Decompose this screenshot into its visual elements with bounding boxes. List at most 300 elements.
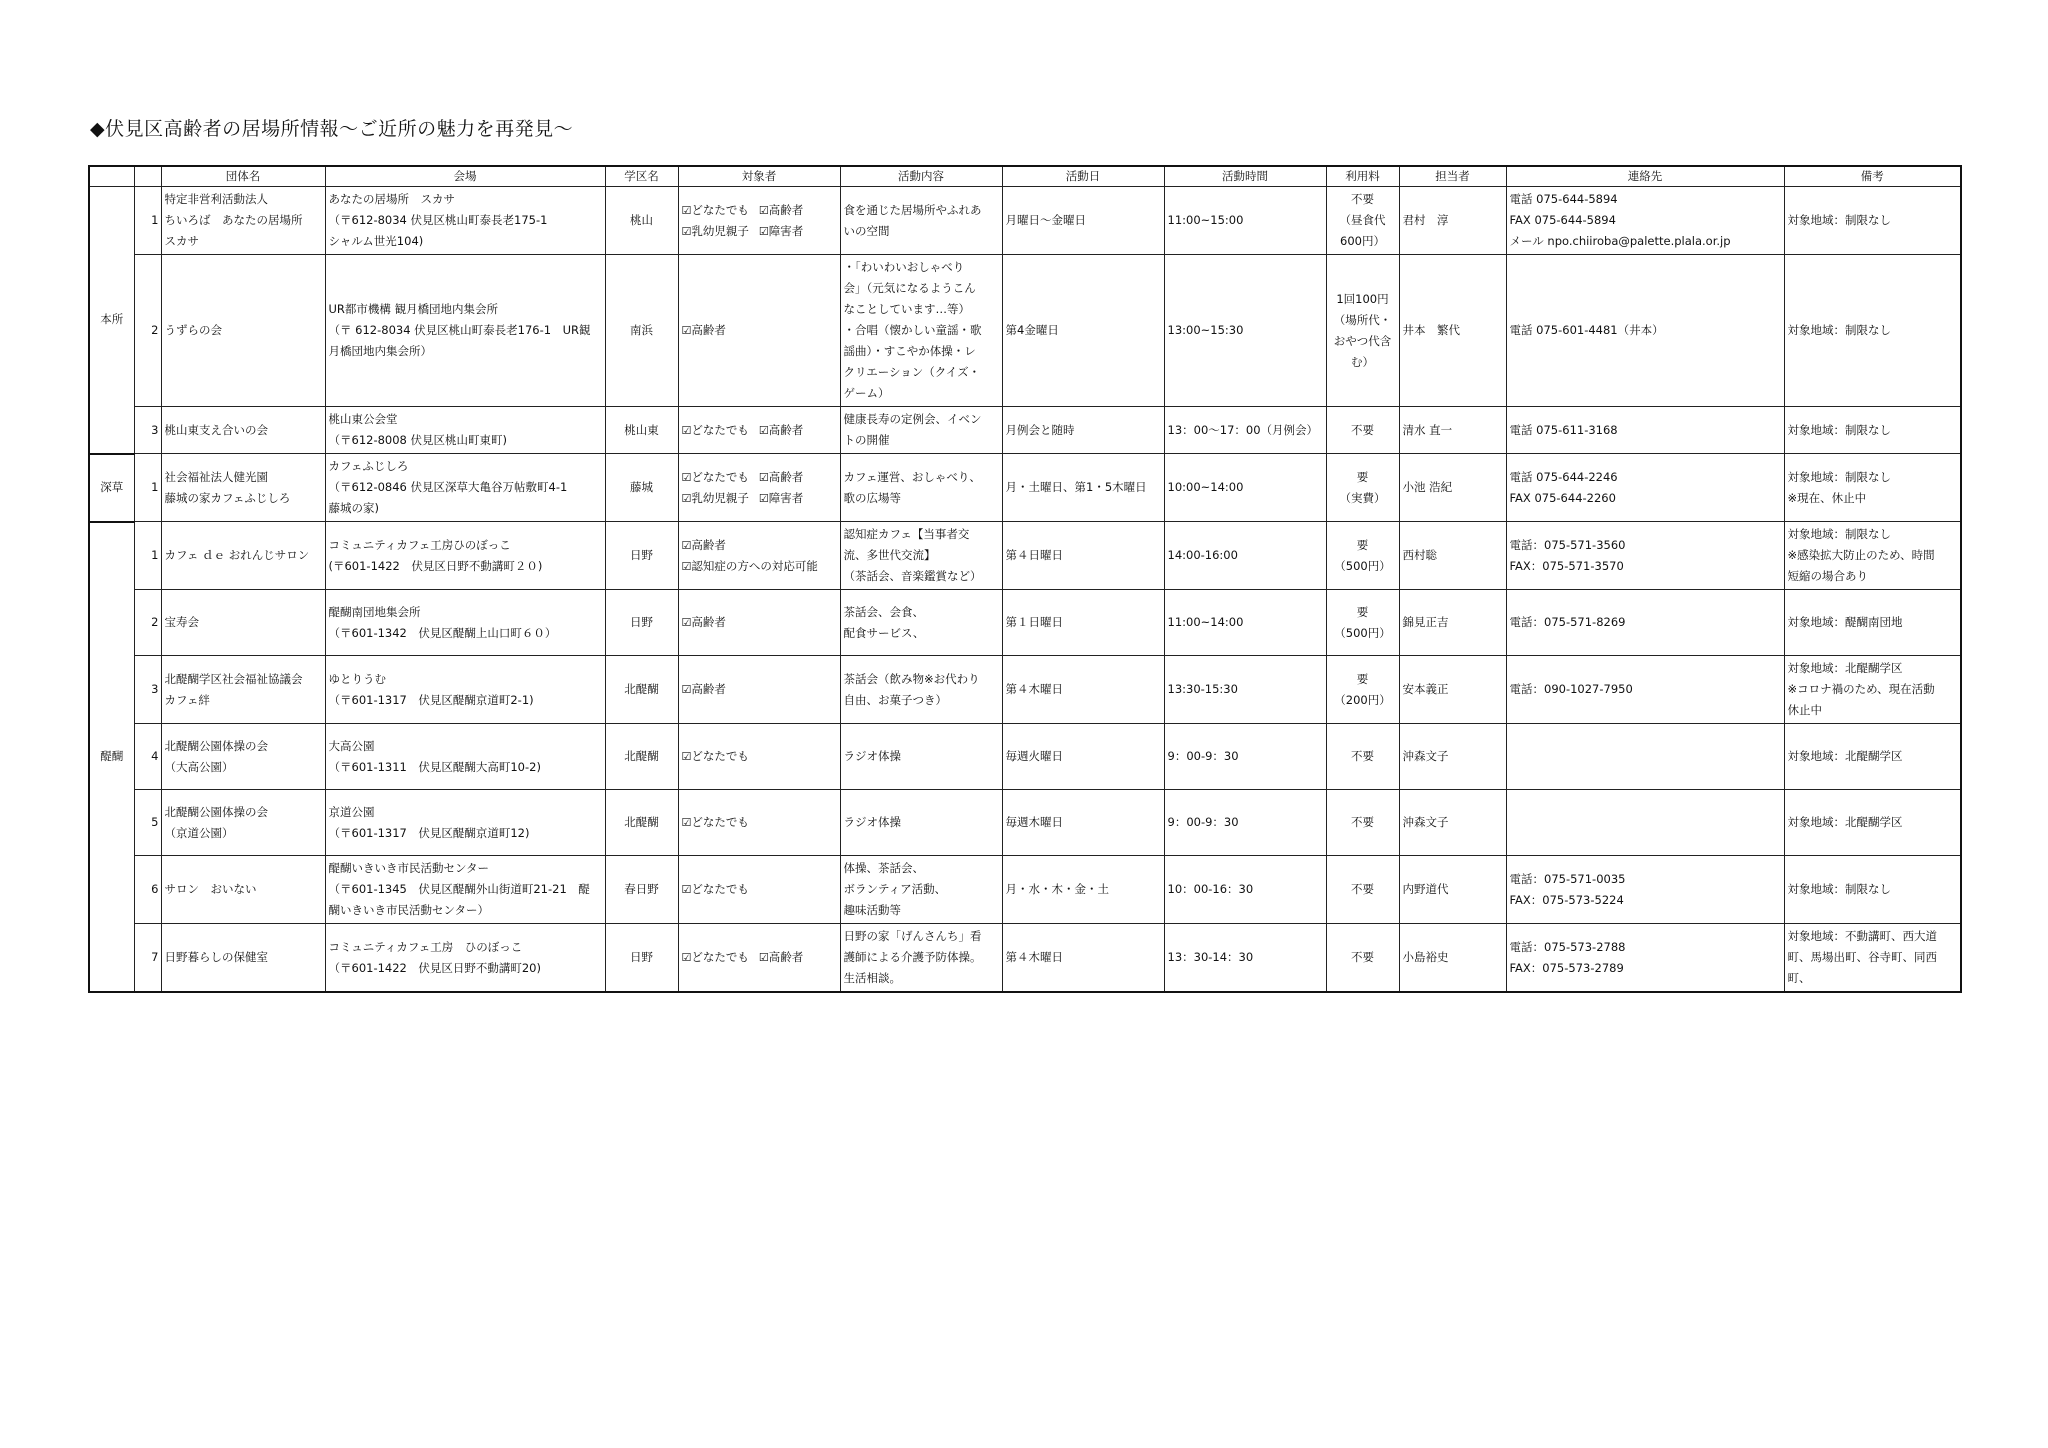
content-text-line: 日野の家「げんさんち」看: [843, 929, 982, 943]
notes-text-line: 対象地域：不動講町、西大道: [1787, 929, 1937, 943]
group-name-line: カフェ絆: [164, 692, 210, 707]
group-name-line: 宝寿会: [164, 615, 199, 629]
fee-cell: [1326, 790, 1399, 856]
content-text-line: 体操、茶話会、: [843, 861, 924, 875]
fee-cell: [1326, 407, 1399, 454]
table-body: [89, 187, 1961, 993]
district-cell: 日野: [605, 590, 678, 656]
contact-cell: [1506, 454, 1784, 522]
contact-text-line: FAX：075-573-2789: [1509, 960, 1624, 975]
content-text-line: 茶話会、会食、: [843, 604, 924, 619]
notes-cell: [1784, 856, 1961, 924]
group-name-cell: [161, 724, 325, 790]
fee-text-line: （500円）: [1334, 625, 1391, 640]
target-checkbox: ☑ 高齢者: [759, 467, 803, 488]
venue-cell: [325, 856, 605, 924]
target-checkbox: ☑ どなたでも: [682, 467, 749, 488]
header-day: 活動日: [1002, 166, 1164, 187]
content-cell: [840, 407, 1002, 454]
notes-cell: [1784, 187, 1961, 255]
group-name-cell: [161, 924, 325, 993]
target-checkbox: ☑ 高齢者: [682, 320, 726, 341]
row-number: 7: [134, 924, 161, 993]
fee-cell: [1326, 656, 1399, 724]
header-person: 担当者: [1399, 166, 1506, 187]
content-text-line: 食を通じた居場所やふれあ: [843, 202, 982, 217]
venue-text-line: 醐いきいき市民活動センター）: [328, 903, 490, 917]
district-cell: 藤城: [605, 454, 678, 522]
venue-cell: [325, 590, 605, 656]
venue-cell: [325, 522, 605, 590]
district-cell: 日野: [605, 924, 678, 993]
target-checkbox: ☑ どなたでも: [682, 200, 749, 221]
target-cell: [678, 255, 840, 407]
content-text-line: 茶話会（飲み物※お代わり: [843, 671, 980, 686]
group-name-line: （大高公園）: [164, 759, 234, 774]
content-text-line: ・「わいわいおしゃべり: [843, 260, 965, 274]
table-row: [89, 790, 1961, 856]
header-target: 対象者: [678, 166, 840, 187]
fee-text-line: 要: [1356, 469, 1369, 484]
notes-cell: [1784, 255, 1961, 407]
content-text-line: なことしています…等）: [843, 302, 970, 316]
row-number: 6: [134, 856, 161, 924]
venue-text-line: 月橋団地内集会所）: [328, 344, 432, 358]
target-cell: [678, 856, 840, 924]
venue-text-line: （〒 612-8034 伏見区桃山町泰長老176-1 UR観: [328, 323, 591, 337]
person-cell: 錦見正吉: [1399, 590, 1506, 656]
person-cell: 安本義正: [1399, 656, 1506, 724]
content-text-line: クリエーション（クイズ・: [843, 365, 981, 379]
notes-text-line: 対象地域：制限なし: [1787, 882, 1891, 896]
contact-cell: [1506, 590, 1784, 656]
group-name-line: サロン おいない: [164, 882, 257, 896]
contact-text-line: 電話：090-1027-7950: [1509, 682, 1633, 696]
notes-text-line: ※感染拡大防止のため、時間: [1787, 548, 1935, 562]
person-cell: 清水 直一: [1399, 407, 1506, 454]
header-group: 団体名: [161, 166, 325, 187]
row-number: 1: [134, 187, 161, 255]
content-text-line: ラジオ体操: [843, 749, 901, 763]
fee-cell: [1326, 924, 1399, 993]
target-cell: [678, 187, 840, 255]
target-checkbox: ☑ 高齢者: [759, 200, 803, 221]
notes-text-line: 対象地域：制限なし: [1787, 527, 1891, 541]
time-cell: 13:30-15:30: [1164, 656, 1326, 724]
notes-cell: [1784, 724, 1961, 790]
district-cell: 北醍醐: [605, 790, 678, 856]
target-checkbox: ☑ 高齢者: [682, 679, 726, 700]
venue-cell: [325, 407, 605, 454]
day-cell: 月・水・木・金・土: [1002, 856, 1164, 924]
day-cell: 第4金曜日: [1002, 255, 1164, 407]
time-cell: 13:00~15:30: [1164, 255, 1326, 407]
target-checkbox: ☑ どなたでも: [682, 420, 749, 441]
target-checkbox: ☑ どなたでも: [682, 879, 749, 900]
notes-text-line: 短縮の場合あり: [1787, 569, 1868, 583]
notes-text-line: 町、: [1787, 971, 1811, 985]
venue-cell: [325, 724, 605, 790]
table-row: [89, 856, 1961, 924]
content-text-line: （茶話会、音楽鑑賞など）: [843, 569, 982, 583]
row-number: 3: [134, 656, 161, 724]
header-area: [89, 166, 134, 187]
group-name-cell: [161, 790, 325, 856]
page-title: ◆伏見区高齢者の居場所情報～ご近所の魅力を再発見～: [90, 118, 574, 140]
person-cell: 小島裕史: [1399, 924, 1506, 993]
table-row: [89, 724, 1961, 790]
fee-text-line: （場所代・: [1333, 312, 1392, 327]
time-cell: 9：00-9：30: [1164, 790, 1326, 856]
content-text-line: 歌の広場等: [843, 490, 901, 505]
venue-cell: [325, 790, 605, 856]
notes-cell: [1784, 454, 1961, 522]
activity-table: [88, 165, 1962, 993]
table-row: [89, 522, 1961, 590]
content-text-line: 生活相談。: [843, 971, 901, 985]
contact-text-line: FAX 075-644-5894: [1509, 213, 1616, 227]
group-name-line: （京道公園）: [164, 825, 234, 840]
day-cell: 第４日曜日: [1002, 522, 1164, 590]
group-name-cell: [161, 856, 325, 924]
fee-text-line: 要: [1356, 604, 1369, 619]
contact-text-line: 電話 075-644-2246: [1509, 469, 1618, 484]
target-checkbox: ☑ 高齢者: [759, 420, 803, 441]
fee-cell: [1326, 454, 1399, 522]
content-cell: [840, 856, 1002, 924]
venue-text-line: （〒601-1345 伏見区醍醐外山街道町21-21 醍: [328, 882, 590, 896]
venue-text-line: UR都市機構 観月橋団地内集会所: [328, 302, 499, 316]
venue-text-line: 大高公園: [328, 738, 375, 753]
target-cell: [678, 724, 840, 790]
venue-text-line: (〒601-1422 伏見区日野不動講町２０): [328, 558, 543, 573]
target-cell: [678, 590, 840, 656]
venue-text-line: （〒601-1317 伏見区醍醐京道町2-1): [328, 692, 534, 707]
target-cell: [678, 407, 840, 454]
time-cell: 13：30-14：30: [1164, 924, 1326, 993]
person-cell: 君村 淳: [1399, 187, 1506, 255]
row-number: 3: [134, 407, 161, 454]
row-number: 5: [134, 790, 161, 856]
target-checkbox: ☑ 乳幼児親子: [682, 221, 749, 242]
content-cell: [840, 522, 1002, 590]
header-time: 活動時間: [1164, 166, 1326, 187]
contact-text-line: 電話 075-611-3168: [1509, 422, 1618, 437]
content-text-line: ゲーム）: [843, 386, 890, 400]
target-cell: [678, 522, 840, 590]
contact-text-line: 電話：075-571-8269: [1509, 615, 1626, 629]
contact-cell: [1506, 656, 1784, 724]
content-cell: [840, 724, 1002, 790]
time-cell: 9：00-9：30: [1164, 724, 1326, 790]
district-cell: 桃山: [605, 187, 678, 255]
district-cell: 日野: [605, 522, 678, 590]
header-no: [134, 166, 161, 187]
header-venue: 会場: [325, 166, 605, 187]
venue-cell: [325, 187, 605, 255]
content-text-line: ラジオ体操: [843, 815, 901, 829]
venue-text-line: （〒601-1422 伏見区日野不動講町20): [328, 960, 541, 975]
day-cell: 毎週火曜日: [1002, 724, 1164, 790]
target-checkbox: ☑ 乳幼児親子: [682, 488, 749, 509]
content-cell: [840, 790, 1002, 856]
notes-cell: [1784, 590, 1961, 656]
fee-text-line: む）: [1351, 354, 1374, 369]
notes-text-line: 町、馬場出町、谷寺町、同西: [1787, 950, 1937, 964]
notes-cell: [1784, 407, 1961, 454]
notes-text-line: ※コロナ禍のため、現在活動: [1787, 682, 1935, 696]
fee-cell: [1326, 590, 1399, 656]
contact-cell: [1506, 724, 1784, 790]
contact-text-line: 電話 075-644-5894: [1509, 192, 1618, 206]
row-number: 4: [134, 724, 161, 790]
fee-text-line: 600円）: [1340, 234, 1385, 248]
contact-text-line: 電話：075-571-0035: [1509, 871, 1626, 886]
group-name-line: ちいろば あなたの居場所: [164, 213, 303, 227]
fee-cell: [1326, 187, 1399, 255]
group-name-line: 藤城の家カフェふじしろ: [164, 490, 291, 505]
contact-text-line: FAX：075-571-3570: [1509, 558, 1624, 573]
target-checkbox: ☑ 障害者: [759, 221, 803, 242]
group-name-cell: [161, 590, 325, 656]
time-cell: 11:00~15:00: [1164, 187, 1326, 255]
contact-cell: [1506, 522, 1784, 590]
venue-text-line: （〒612-8034 伏見区桃山町泰長老175-1: [328, 213, 548, 227]
target-cell: [678, 454, 840, 522]
fee-text-line: おやつ代含: [1333, 333, 1392, 348]
target-checkbox: ☑ 障害者: [759, 488, 803, 509]
content-text-line: ・合唱（懐かしい童謡・歌: [843, 323, 982, 337]
fee-text-line: （実費）: [1339, 490, 1386, 505]
area-label: 本所: [89, 187, 134, 454]
fee-text-line: （500円）: [1334, 558, 1391, 573]
contact-cell: [1506, 255, 1784, 407]
venue-text-line: シャルム世光104): [328, 234, 424, 248]
target-checkbox: ☑ どなたでも: [682, 812, 749, 833]
day-cell: 月曜日～金曜日: [1002, 187, 1164, 255]
fee-text-line: 不要: [1351, 192, 1374, 206]
venue-text-line: 藤城の家): [328, 501, 379, 515]
target-checkbox: ☑ どなたでも: [682, 746, 749, 767]
header-district: 学区名: [605, 166, 678, 187]
district-cell: 北醍醐: [605, 656, 678, 724]
district-cell: 桃山東: [605, 407, 678, 454]
notes-text-line: 対象地域：北醍醐学区: [1787, 661, 1903, 675]
group-name-line: カフェ ｄｅ おれんじサロン: [164, 548, 310, 562]
contact-text-line: FAX：075-573-5224: [1509, 892, 1624, 907]
table-row: [89, 454, 1961, 522]
contact-cell: [1506, 407, 1784, 454]
group-name-cell: [161, 407, 325, 454]
group-name-line: スカサ: [164, 234, 199, 248]
venue-text-line: ゆとりうむ: [328, 671, 386, 686]
notes-cell: [1784, 522, 1961, 590]
row-number: 1: [134, 454, 161, 522]
notes-text-line: 対象地域：醍醐南団地: [1787, 615, 1903, 629]
contact-cell: [1506, 924, 1784, 993]
contact-text-line: FAX 075-644-2260: [1509, 490, 1616, 505]
table-row: [89, 187, 1961, 255]
target-checkbox: ☑ 認知症の方への対応可能: [682, 556, 818, 577]
person-cell: 井本 繁代: [1399, 255, 1506, 407]
content-text-line: いの空間: [843, 223, 890, 238]
fee-text-line: 不要: [1351, 815, 1374, 829]
group-name-cell: [161, 522, 325, 590]
table-row: [89, 255, 1961, 407]
fee-text-line: 不要: [1351, 950, 1374, 964]
fee-text-line: 1回100円: [1336, 291, 1389, 306]
content-cell: [840, 924, 1002, 993]
day-cell: 月例会と随時: [1002, 407, 1164, 454]
notes-text-line: 対象地域：制限なし: [1787, 213, 1891, 227]
table-row: [89, 924, 1961, 993]
target-checkbox: ☑ どなたでも: [682, 947, 749, 968]
venue-text-line: コミュニティカフェ工房ひのぼっこ: [328, 537, 511, 552]
group-name-line: 桃山東支え合いの会: [164, 422, 268, 437]
group-name-line: 特定非営利活動法人: [164, 192, 268, 206]
content-text-line: 自由、お菓子つき）: [843, 692, 947, 707]
fee-text-line: （昼食代: [1339, 213, 1386, 227]
contact-cell: [1506, 856, 1784, 924]
contact-text-line: 電話：075-573-2788: [1509, 939, 1626, 954]
fee-text-line: 要: [1356, 671, 1369, 686]
contact-text-line: メール npo.chiiroba@palette.plala.or.jp: [1509, 234, 1731, 248]
content-cell: [840, 656, 1002, 724]
row-number: 2: [134, 255, 161, 407]
notes-text-line: 対象地域：制限なし: [1787, 422, 1891, 437]
content-text-line: 流、多世代交流】: [843, 548, 936, 562]
person-cell: 小池 浩紀: [1399, 454, 1506, 522]
day-cell: 第１日曜日: [1002, 590, 1164, 656]
fee-cell: [1326, 724, 1399, 790]
notes-text-line: 対象地域：北醍醐学区: [1787, 749, 1903, 763]
fee-cell: [1326, 522, 1399, 590]
group-name-line: 社会福祉法人健光園: [164, 469, 268, 484]
content-text-line: 配食サービス、: [843, 625, 925, 640]
notes-text-line: 対象地域：北醍醐学区: [1787, 815, 1903, 829]
group-name-cell: [161, 454, 325, 522]
venue-cell: [325, 454, 605, 522]
venue-cell: [325, 255, 605, 407]
contact-cell: [1506, 187, 1784, 255]
district-cell: 春日野: [605, 856, 678, 924]
header-notes: 備考: [1784, 166, 1961, 187]
time-cell: 11:00~14:00: [1164, 590, 1326, 656]
person-cell: 沖森文子: [1399, 724, 1506, 790]
content-text-line: 健康長寿の定例会、イベン: [843, 412, 982, 426]
row-number: 2: [134, 590, 161, 656]
header-row: [89, 166, 1961, 187]
group-name-line: うずらの会: [164, 323, 222, 337]
notes-text-line: 休止中: [1787, 703, 1822, 717]
venue-text-line: コミュニティカフェ工房 ひのぼっこ: [328, 939, 523, 954]
person-cell: 西村聡: [1399, 522, 1506, 590]
area-label: 醍醐: [89, 522, 134, 993]
venue-text-line: （〒612-8008 伏見区桃山町東町): [328, 433, 508, 447]
venue-text-line: あなたの居場所 スカサ: [328, 192, 455, 206]
venue-text-line: （〒612-0846 伏見区深草大亀谷万帖敷町4-1: [328, 480, 568, 494]
fee-cell: [1326, 856, 1399, 924]
content-text-line: 会」（元気になるようこん: [843, 281, 976, 295]
header-content: 活動内容: [840, 166, 1002, 187]
time-cell: 10:00~14:00: [1164, 454, 1326, 522]
fee-text-line: 不要: [1351, 422, 1374, 437]
content-cell: [840, 187, 1002, 255]
district-cell: 北醍醐: [605, 724, 678, 790]
fee-text-line: 不要: [1351, 749, 1374, 763]
content-text-line: カフェ運営、おしゃべり、: [843, 469, 981, 484]
content-text-line: 謡曲）・すこやか体操・レ: [843, 344, 976, 358]
contact-text-line: 電話 075-601-4481（井本）: [1509, 323, 1664, 337]
notes-text-line: 対象地域：制限なし: [1787, 469, 1891, 484]
time-cell: 10：00-16：30: [1164, 856, 1326, 924]
target-cell: [678, 656, 840, 724]
row-number: 1: [134, 522, 161, 590]
content-text-line: 護師による介護予防体操。: [843, 950, 982, 964]
target-checkbox: ☑ 高齢者: [759, 947, 803, 968]
day-cell: 第４木曜日: [1002, 924, 1164, 993]
venue-text-line: （〒601-1342 伏見区醍醐上山口町６０）: [328, 625, 557, 640]
contact-cell: [1506, 790, 1784, 856]
venue-text-line: 京道公園: [328, 804, 375, 819]
content-text-line: 趣味活動等: [843, 903, 901, 917]
venue-text-line: 桃山東公会堂: [328, 412, 398, 426]
fee-text-line: （200円）: [1334, 692, 1391, 707]
group-name-line: 北醍醐公園体操の会: [164, 804, 268, 819]
group-name-cell: [161, 187, 325, 255]
header-fee: 利用料: [1326, 166, 1399, 187]
district-cell: 南浜: [605, 255, 678, 407]
group-name-cell: [161, 656, 325, 724]
header-contact: 連絡先: [1506, 166, 1784, 187]
day-cell: 第４木曜日: [1002, 656, 1164, 724]
day-cell: 毎週木曜日: [1002, 790, 1164, 856]
group-name-cell: [161, 255, 325, 407]
fee-text-line: 不要: [1351, 882, 1374, 896]
time-cell: 14:00-16:00: [1164, 522, 1326, 590]
group-name-line: 北醍醐学区社会福祉協議会: [164, 671, 303, 686]
venue-text-line: （〒601-1317 伏見区醍醐京道町12): [328, 825, 530, 840]
content-cell: [840, 590, 1002, 656]
contact-text-line: 電話：075-571-3560: [1509, 537, 1626, 552]
content-text-line: トの開催: [843, 433, 890, 447]
person-cell: 沖森文子: [1399, 790, 1506, 856]
table-row: [89, 407, 1961, 454]
fee-text-line: 要: [1356, 537, 1369, 552]
target-checkbox: ☑ 高齢者: [682, 612, 726, 633]
notes-cell: [1784, 924, 1961, 993]
venue-text-line: （〒601-1311 伏見区醍醐大高町10-2): [328, 759, 541, 774]
table-row: [89, 656, 1961, 724]
venue-text-line: 醍醐南団地集会所: [328, 604, 421, 619]
notes-cell: [1784, 656, 1961, 724]
content-text-line: ボランティア活動、: [843, 882, 947, 896]
day-cell: 月・土曜日、第1・5木曜日: [1002, 454, 1164, 522]
venue-text-line: 醍醐いきいき市民活動センター: [328, 861, 490, 875]
fee-cell: [1326, 255, 1399, 407]
notes-text-line: 対象地域：制限なし: [1787, 323, 1891, 337]
venue-text-line: カフェふじしろ: [328, 459, 409, 473]
table-row: [89, 590, 1961, 656]
notes-cell: [1784, 790, 1961, 856]
time-cell: 13：00～17：00（月例会）: [1164, 407, 1326, 454]
target-cell: [678, 924, 840, 993]
venue-cell: [325, 656, 605, 724]
venue-cell: [325, 924, 605, 993]
target-checkbox: ☑ 高齢者: [682, 535, 726, 556]
group-name-line: 北醍醐公園体操の会: [164, 738, 268, 753]
group-name-line: 日野暮らしの保健室: [164, 950, 268, 964]
